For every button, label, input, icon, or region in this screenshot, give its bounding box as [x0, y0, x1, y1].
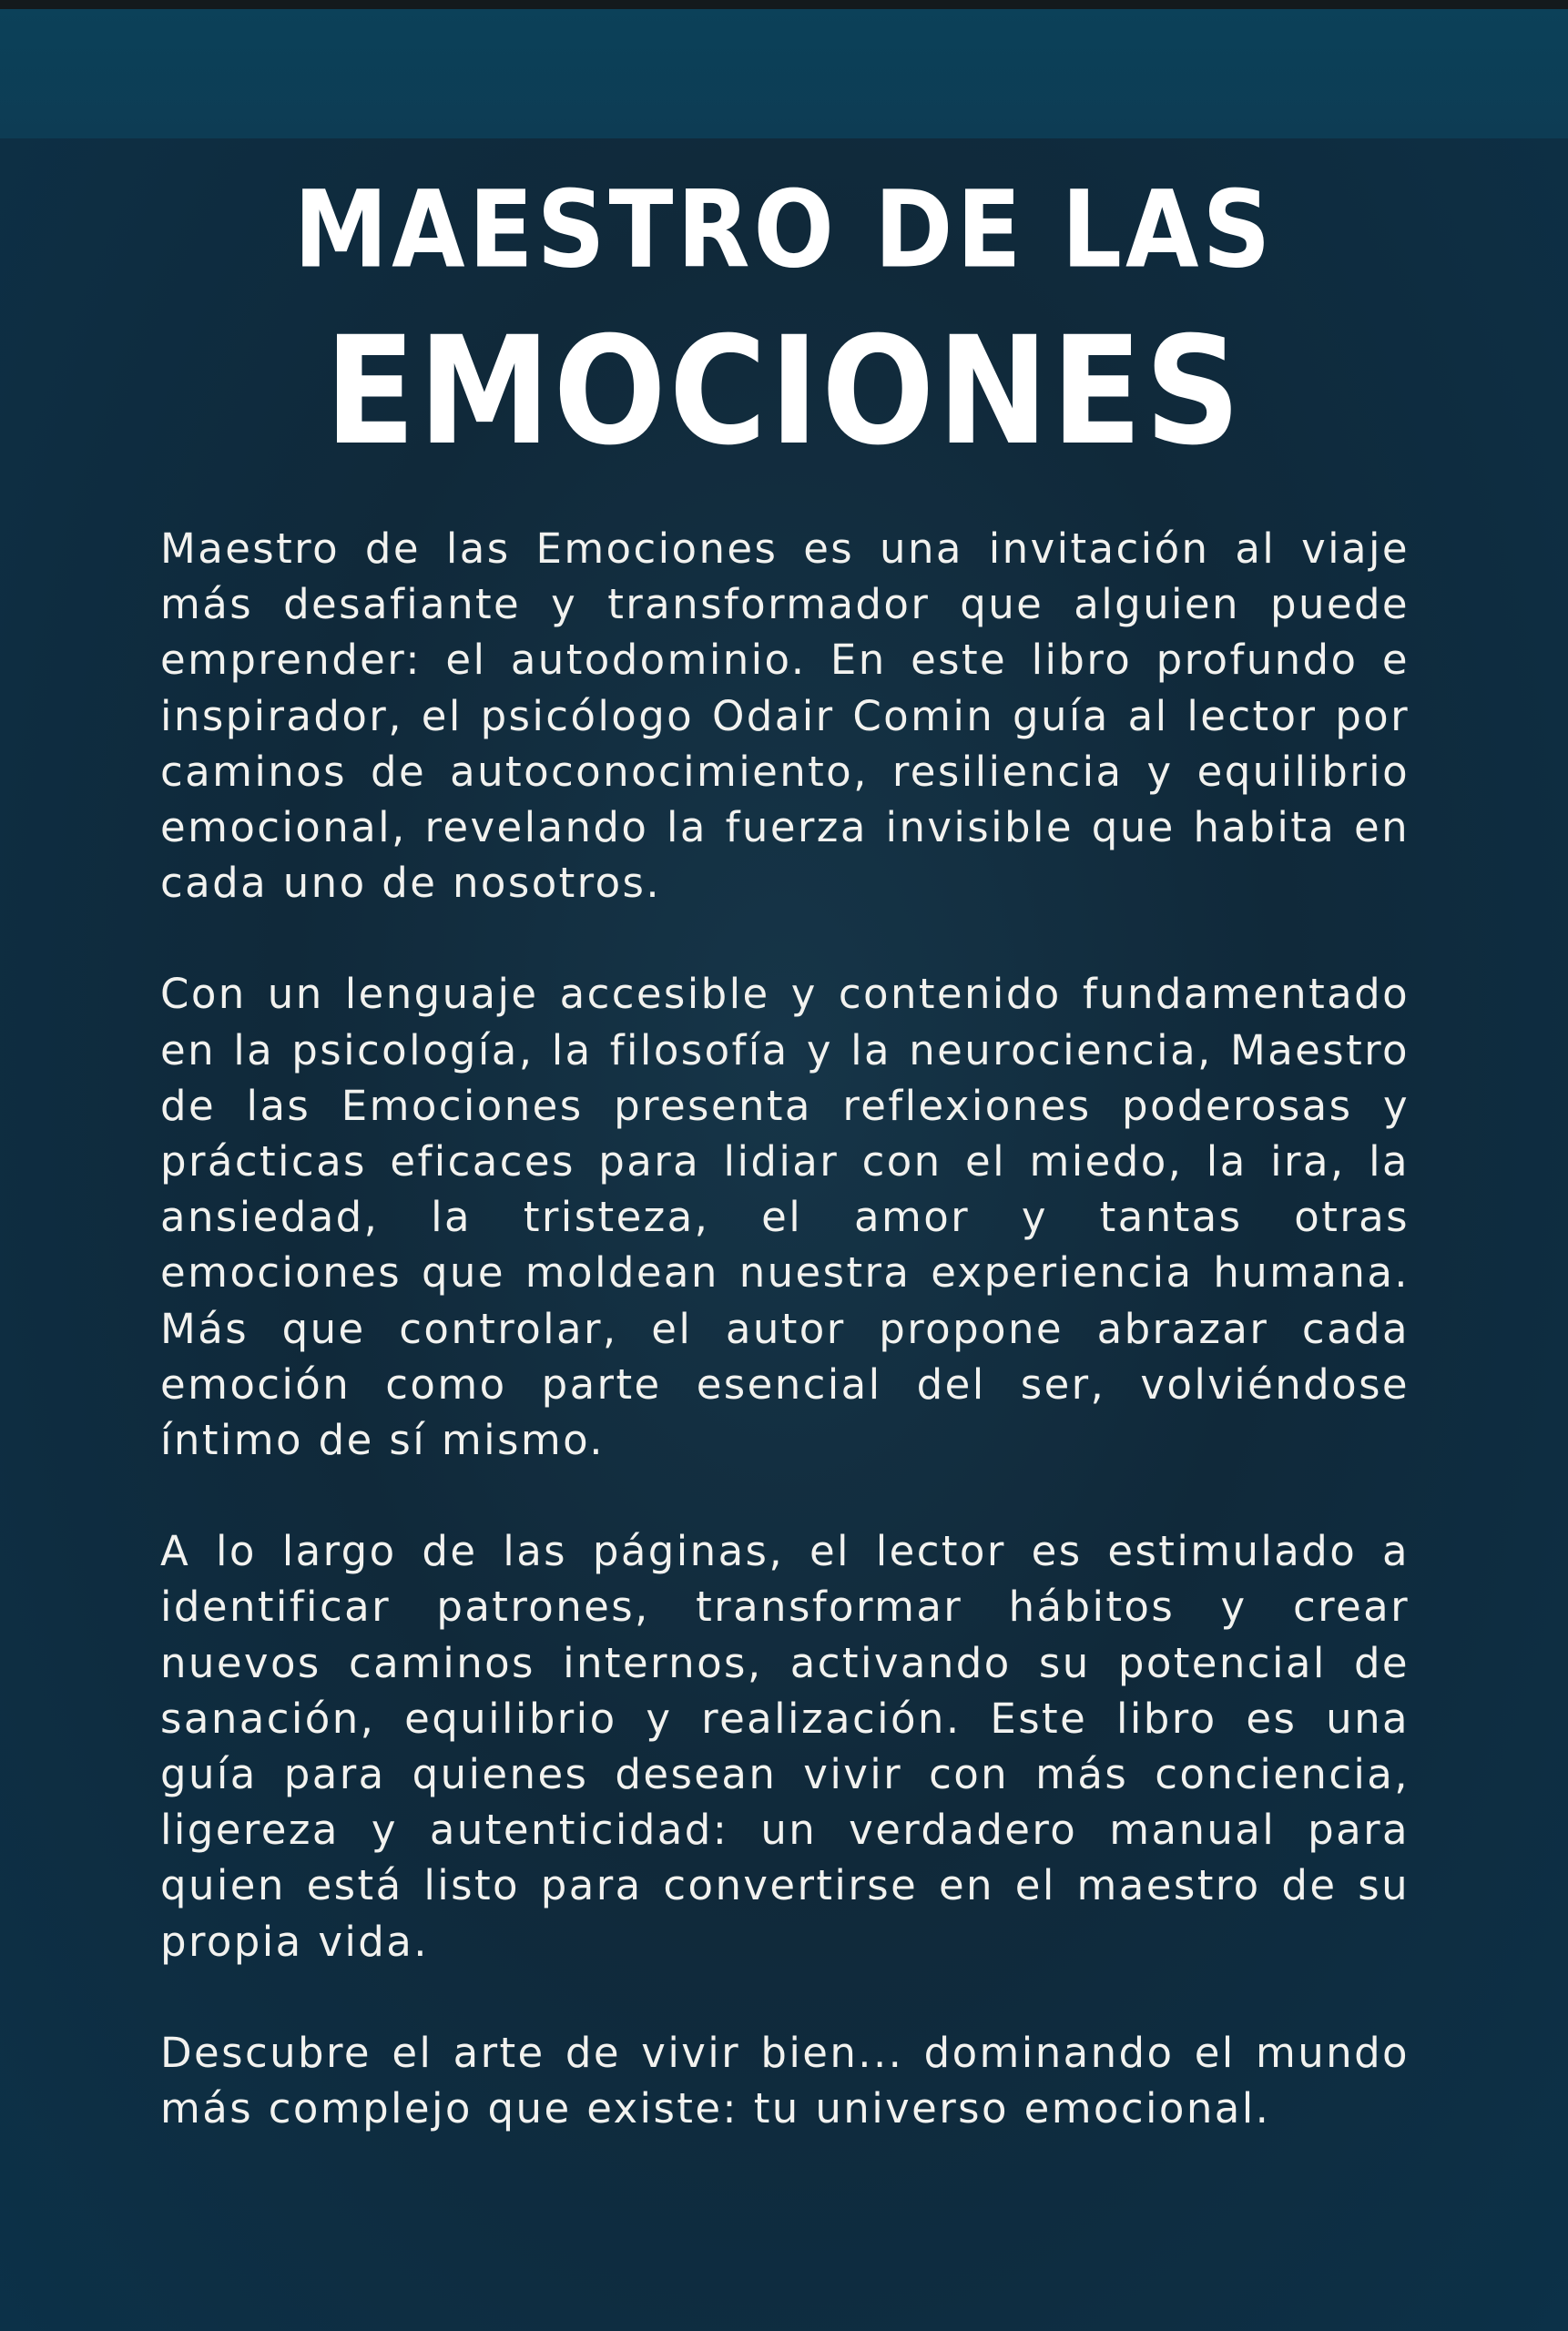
top-edge-strip	[0, 0, 1568, 9]
title-line-2: EMOCIONES	[324, 304, 1244, 479]
blurb-text	[160, 521, 1410, 2136]
blurb-paragraph-1: Maestro de las Emociones es una invitación al viaje más desafiante y transformador que alguien puede emprender: el autodominio. En este libro profundo e inspirador, el psicólogo Odair Comin guía al lector por caminos de autoconocimiento, resiliencia y equilibrio emocional, revelando la fuerza invisible que habita en cada uno de nosotros.	[160, 524, 1410, 908]
blurb-paragraph-2: Con un lenguaje accesible y contenido fundamentado en la psicología, la filosofía y la neurociencia, Maestro de las Emociones presenta reflexiones poderosas y prácticas eficaces para lidiar con el miedo, la ira, la ansiedad, la tristeza, el amor y tantas otras emociones que moldean nuestra experiencia humana. Más que controlar, el autor propone abrazar cada emoción como parte esencial del ser, volviéndose íntimo de sí mismo.	[160, 970, 1410, 1465]
blurb-paragraph-4: Descubre el arte de vivir bien... dominando el mundo más complejo que existe: tu universo emocional.	[160, 2028, 1410, 2133]
back-cover	[0, 9, 1568, 2331]
blurb-paragraph-3: A lo largo de las páginas, el lector es estimulado a identificar patrones, transformar hábitos y crear nuevos caminos internos, activando su potencial de sanación, equilibrio y realización. Este libro es una guía para quienes desean vivir con más conciencia, ligereza y autenticidad: un verdadero manual para quien está listo para convertirse en el maestro de su propia vida.	[160, 1527, 1410, 1966]
title-line-1: MAESTRO DE LAS	[293, 167, 1275, 292]
